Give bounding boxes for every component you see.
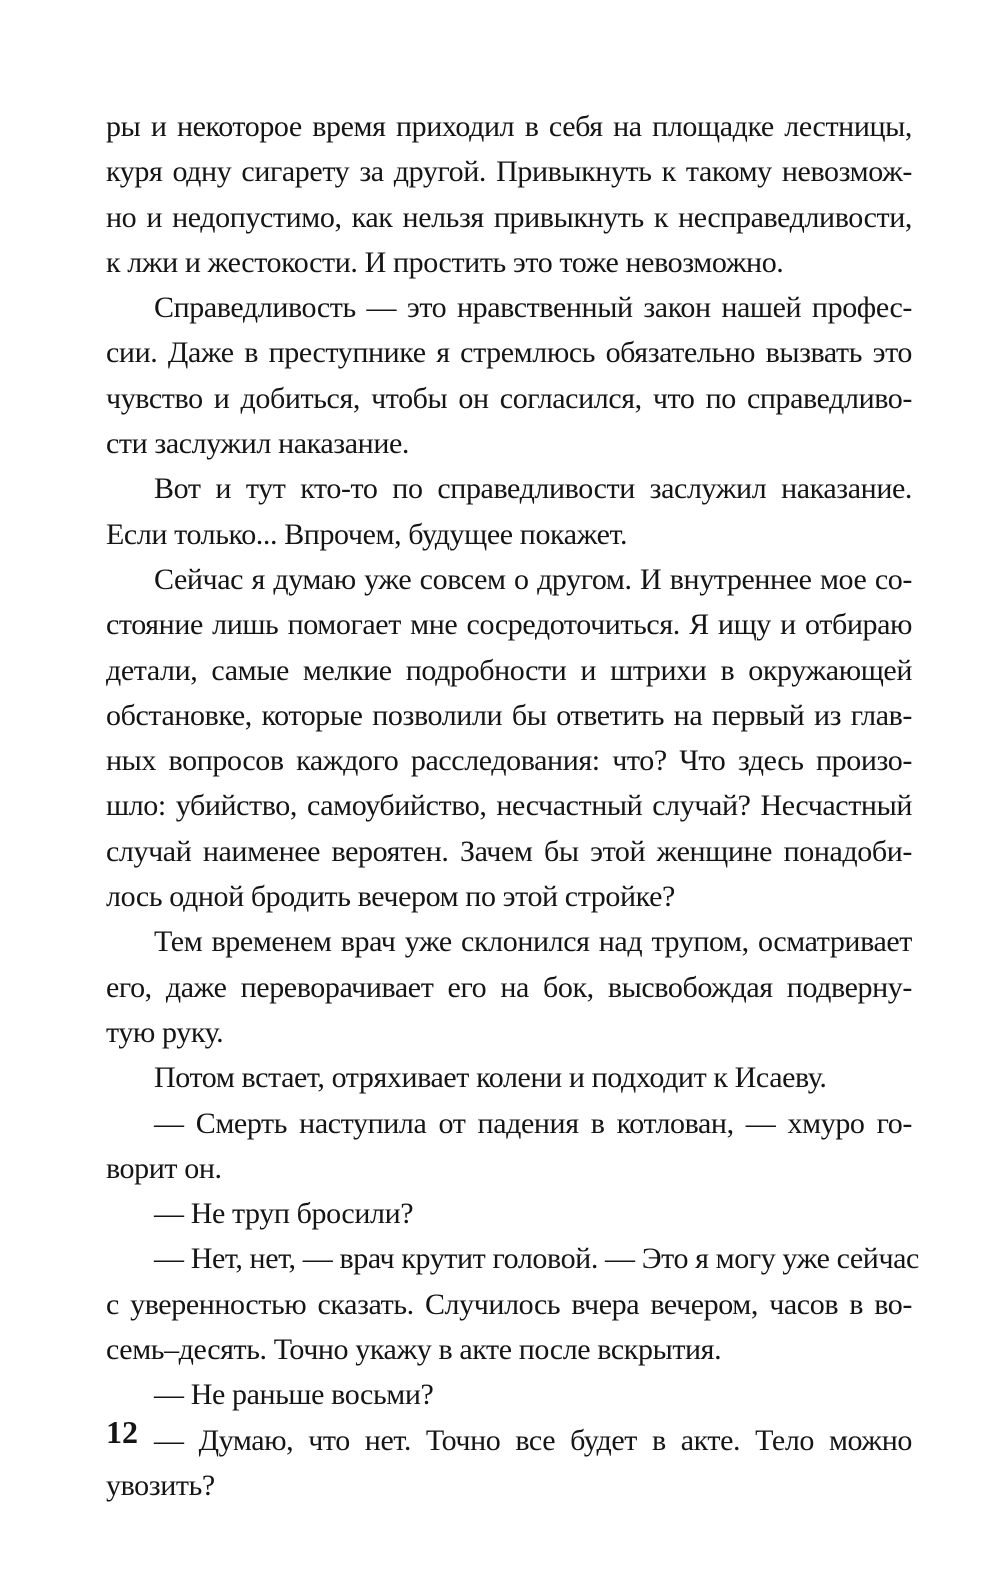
text-line: с уверенностью сказать. Случилось вчера вечером, часов в во- <box>106 1287 912 1321</box>
text-line: — Нет, нет, — врач крутит головой. — Это я могу уже сейчас <box>154 1242 919 1276</box>
text-line: ры и некоторое время приходил в себя на площадке лестницы, <box>106 110 912 143</box>
text-line: увозить? <box>106 1468 215 1502</box>
text-line: но и недопустимо, как нельзя привыкнуть к несправедливости, <box>106 200 912 234</box>
text-line: к лжи и жестокости. И простить это тоже невозможно. <box>106 245 784 279</box>
text-line: — Не труп бросили? <box>154 1197 414 1231</box>
text-line: — Смерть наступила от падения в котлован, — хмуро го- <box>154 1106 912 1140</box>
text-line: случай наименее вероятен. Зачем бы этой женщине понадоби- <box>106 834 912 868</box>
text-line: ворит он. <box>106 1151 222 1185</box>
text-line: Тем временем врач уже склонился над трупом, осматривает <box>154 925 912 959</box>
text-line: детали, самые мелкие подробности и штрихи в окружающей <box>106 653 912 687</box>
text-line: Сейчас я думаю уже совсем о другом. И внутреннее мое со- <box>154 562 912 596</box>
text-line: Справедливость — это нравственный закон нашей профес- <box>154 291 912 325</box>
text-line: чувство и добиться, чтобы он согласился, что по справедливо- <box>106 381 912 415</box>
text-line: Вот и тут кто-то по справедливости заслужил наказание. <box>154 472 912 506</box>
text-line: — Не раньше восьми? <box>154 1378 434 1412</box>
text-line: сии. Даже в преступнике я стремлюсь обязательно вызвать это <box>106 336 912 370</box>
text-line: Потом встает, отряхивает колени и подходит к Исаеву. <box>154 1061 827 1095</box>
text-line: его, даже переворачивает его на бок, высвобождая подверну- <box>106 970 912 1004</box>
body-text <box>106 104 919 1508</box>
text-line: куря одну сигарету за другой. Привыкнуть к такому невозмож- <box>106 155 912 189</box>
text-line: семь–десять. Точно укажу в акте после вскрытия. <box>106 1333 722 1367</box>
text-line: обстановке, которые позволили бы ответить на первый из глав- <box>106 698 912 732</box>
text-line: тую руку. <box>106 1015 224 1049</box>
text-line: ных вопросов каждого расследования: что? Что здесь произо- <box>106 744 912 778</box>
text-line: шло: убийство, самоубийство, несчастный случай? Несчастный <box>106 789 912 823</box>
page-number: 12 <box>106 1414 138 1450</box>
text-line: стояние лишь помогает мне сосредоточиться. Я ищу и отбираю <box>106 608 912 642</box>
text-line: лось одной бродить вечером по этой стройке? <box>106 880 675 914</box>
text-line: Если только... Впрочем, будущее покажет. <box>106 517 628 551</box>
text-line: сти заслужил наказание. <box>106 427 409 461</box>
text-line: — Думаю, что нет. Точно все будет в акте. Тело можно <box>154 1423 912 1457</box>
